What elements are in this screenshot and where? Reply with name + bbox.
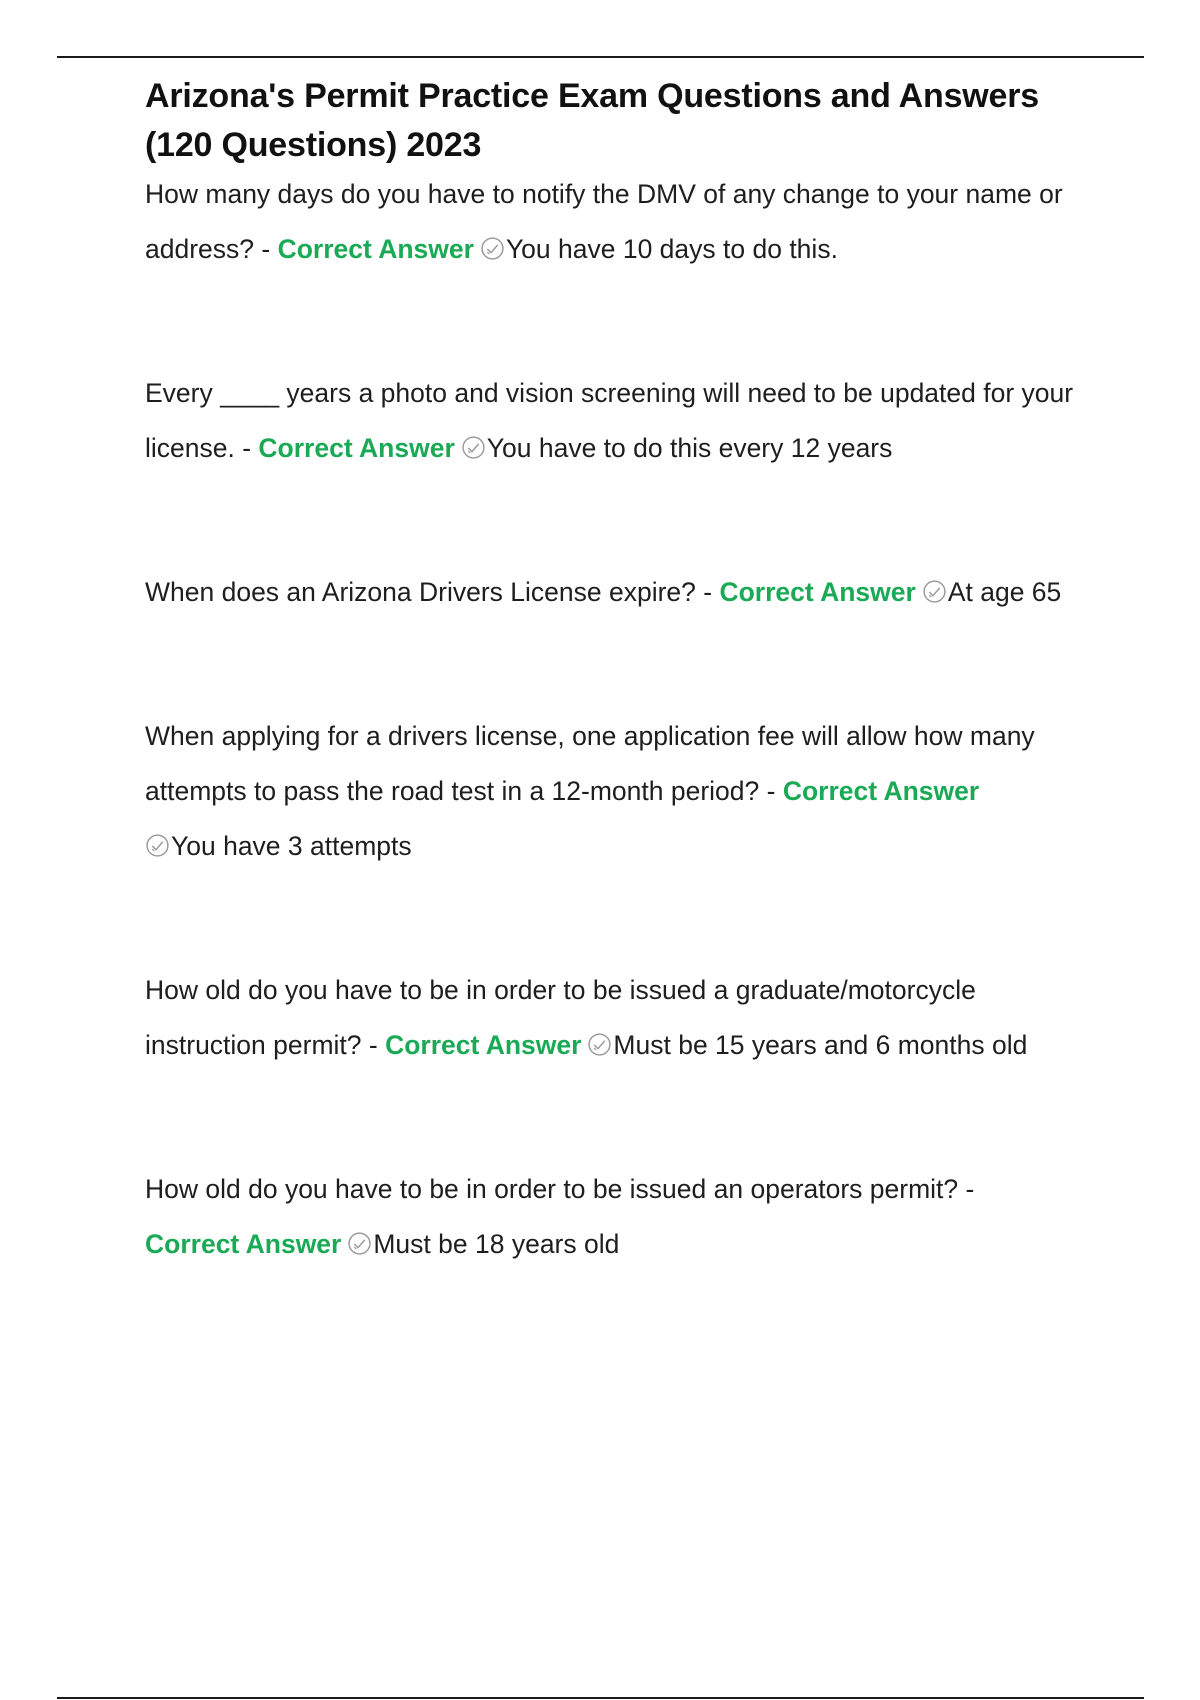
document-body [145,72,1090,1272]
answer-text: At age 65 [947,577,1062,607]
qa-item [145,366,1090,476]
question-text: When applying for a drivers license, one application fee will allow how many attempts to pass the road test in a 12-month period? - [145,721,1035,806]
header-rule [57,56,1144,58]
question-text: How old do you have to be in order to be issued a graduate/motorcycle instruction permit? - [145,975,976,1060]
footer-rule [57,1697,1144,1699]
circle-check-icon [480,236,505,261]
qa-item [145,963,1090,1073]
circle-check-icon [145,833,170,858]
answer-text: You have 3 attempts [171,831,412,861]
answer-text: You have 10 days to do this. [505,234,838,264]
circle-check-icon [922,579,947,604]
correct-answer-label: Correct Answer [145,1229,342,1259]
question-text: How many days do you have to notify the DMV of any change to your name or address? - [145,179,1063,264]
answer-text: Must be 18 years old [373,1229,620,1259]
correct-answer-label: Correct Answer [258,433,455,463]
qa-item [145,565,1090,620]
question-text: Every ____ years a photo and vision screening will need to be updated for your license. - [145,378,1074,463]
circle-check-icon [347,1231,372,1256]
answer-text: You have to do this every 12 years [486,433,893,463]
correct-answer-label: Correct Answer [277,234,474,264]
correct-answer-label: Correct Answer [385,1030,582,1060]
qa-item [145,709,1090,874]
circle-check-icon [587,1032,612,1057]
qa-item [145,167,1090,277]
question-text: When does an Arizona Drivers License expire? - [145,577,720,607]
answer-text: Must be 15 years and 6 months old [613,1030,1028,1060]
qa-item [145,1162,1090,1272]
circle-check-icon [461,435,486,460]
correct-answer-label: Correct Answer [719,577,916,607]
document-title: Arizona's Permit Practice Exam Questions and Answers (120 Questions) 2023 [145,77,1039,164]
correct-answer-label: Correct Answer [782,776,980,806]
question-text: How old do you have to be in order to be issued an operators permit? - [145,1174,975,1204]
